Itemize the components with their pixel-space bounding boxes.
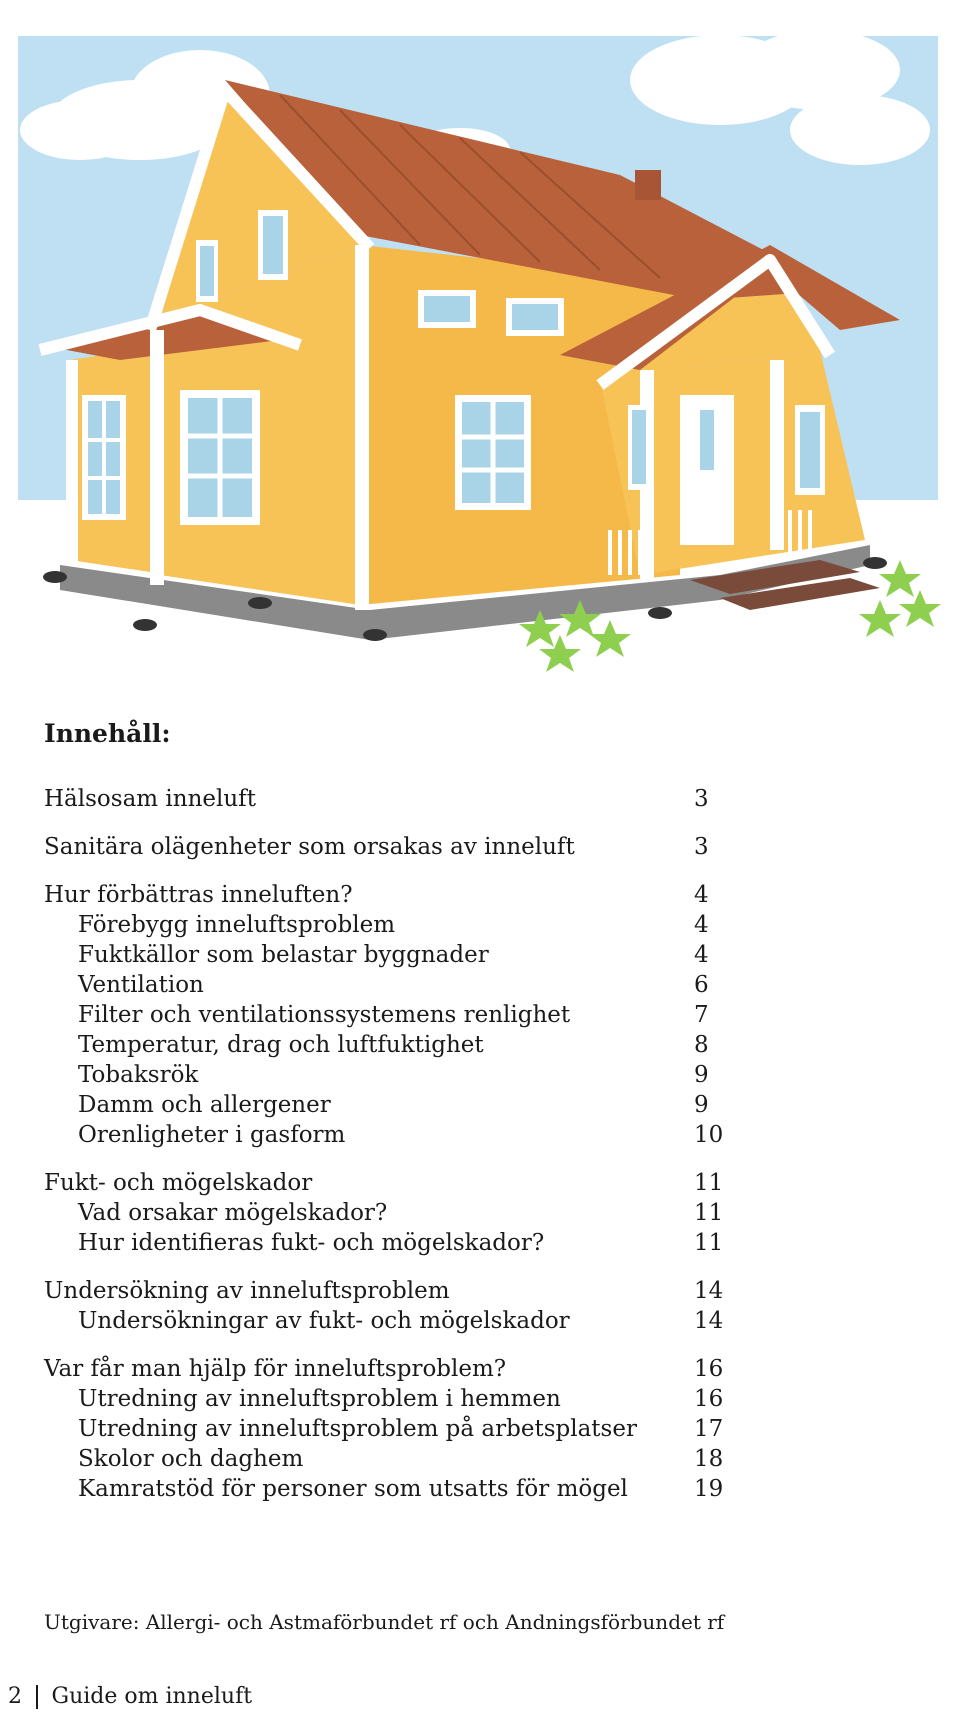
toc-entry-label: Utredning av inneluftsproblem på arbetsplatser xyxy=(78,1415,637,1442)
toc-entry-page: 14 xyxy=(694,1277,724,1304)
toc-entry-label: Filter och ventilationssystemens renlighet xyxy=(78,1001,571,1028)
toc-subentry[interactable] xyxy=(44,1414,744,1444)
toc-entry-label: Tobaksrök xyxy=(78,1061,199,1088)
toc-entry-label: Temperatur, drag och luftfuktighet xyxy=(78,1031,484,1058)
toc-entry-page: 7 xyxy=(694,1001,709,1028)
toc-entry-label: Utredning av inneluftsproblem i hemmen xyxy=(78,1385,561,1412)
toc-entry-label: Vad orsakar mögelskador? xyxy=(78,1199,388,1226)
toc-entry-page: 4 xyxy=(694,881,709,908)
toc-entry-page: 17 xyxy=(694,1415,724,1442)
toc-group xyxy=(44,1168,744,1258)
toc-entry-label: Ventilation xyxy=(78,971,204,998)
toc-subentry[interactable] xyxy=(44,1000,744,1030)
toc-subentry[interactable] xyxy=(44,940,744,970)
toc-entry-page: 16 xyxy=(694,1385,724,1412)
toc-entry-label: Hur identifieras fukt- och mögelskador? xyxy=(78,1229,545,1256)
toc-entry-label: Hur förbättras inneluften? xyxy=(44,881,353,908)
toc-entry[interactable] xyxy=(44,784,744,814)
toc-entry-page: 4 xyxy=(694,941,709,968)
toc-subentry[interactable] xyxy=(44,1090,744,1120)
toc-entry-page: 18 xyxy=(694,1445,724,1472)
footer-separator xyxy=(36,1685,38,1709)
toc-entry-label: Var får man hjälp för inneluftsproblem? xyxy=(44,1355,507,1382)
toc-subentry[interactable] xyxy=(44,1306,744,1336)
toc-group xyxy=(44,1276,744,1336)
toc-entry-page: 4 xyxy=(694,911,709,938)
toc-entry-label: Undersökningar av fukt- och mögelskador xyxy=(78,1307,570,1334)
toc-subentry[interactable] xyxy=(44,1060,744,1090)
toc-entry-label: Fuktkällor som belastar byggnader xyxy=(78,941,489,968)
toc-entry-page: 9 xyxy=(694,1061,709,1088)
toc-entry-label: Undersökning av inneluftsproblem xyxy=(44,1277,450,1304)
toc-subentry[interactable] xyxy=(44,910,744,940)
toc-groups xyxy=(44,784,744,1504)
toc-entry-label: Sanitära olägenheter som orsakas av inneluft xyxy=(44,833,575,860)
toc-group xyxy=(44,784,744,814)
toc-entry[interactable] xyxy=(44,832,744,862)
toc-entry[interactable] xyxy=(44,1276,744,1306)
toc-entry-label: Damm och allergener xyxy=(78,1091,331,1118)
toc-heading: Innehåll: xyxy=(44,719,171,748)
toc-group xyxy=(44,880,744,1150)
toc-subentry[interactable] xyxy=(44,1030,744,1060)
toc-subentry[interactable] xyxy=(44,1384,744,1414)
toc-entry-page: 11 xyxy=(694,1199,724,1226)
page-footer xyxy=(8,1684,252,1709)
table-of-contents xyxy=(44,720,744,1522)
toc-entry-page: 16 xyxy=(694,1355,724,1382)
chimney xyxy=(635,170,661,200)
toc-entry-page: 3 xyxy=(694,785,709,812)
toc-entry-label: Hälsosam inneluft xyxy=(44,785,256,812)
toc-entry-label: Fukt- och mögelskador xyxy=(44,1169,313,1196)
toc-entry-label: Orenligheter i gasform xyxy=(78,1121,346,1148)
toc-entry[interactable] xyxy=(44,880,744,910)
toc-entry-page: 3 xyxy=(694,833,709,860)
toc-entry[interactable] xyxy=(44,1354,744,1384)
house-illustration xyxy=(0,0,960,760)
toc-entry-page: 8 xyxy=(694,1031,709,1058)
toc-subentry[interactable] xyxy=(44,1228,744,1258)
footer-title: Guide om inneluft xyxy=(51,1684,253,1709)
toc-subentry[interactable] xyxy=(44,1198,744,1228)
toc-entry-label: Förebygg inneluftsproblem xyxy=(78,911,396,938)
toc-entry-page: 6 xyxy=(694,971,709,998)
toc-group xyxy=(44,832,744,862)
toc-group xyxy=(44,1354,744,1504)
page-number: 2 xyxy=(8,1684,22,1709)
toc-entry-page: 10 xyxy=(694,1121,724,1148)
toc-subentry[interactable] xyxy=(44,1444,744,1474)
toc-entry[interactable] xyxy=(44,1168,744,1198)
toc-subentry[interactable] xyxy=(44,970,744,1000)
toc-entry-label: Skolor och daghem xyxy=(78,1445,304,1472)
toc-entry-page: 9 xyxy=(694,1091,709,1118)
toc-subentry[interactable] xyxy=(44,1474,744,1504)
publisher-line: Utgivare: Allergi- och Astmaförbundet rf och Andningsförbundet rf xyxy=(44,1610,725,1634)
toc-entry-page: 11 xyxy=(694,1229,724,1256)
toc-entry-label: Kamratstöd för personer som utsatts för mögel xyxy=(78,1475,628,1502)
toc-entry-page: 11 xyxy=(694,1169,724,1196)
toc-entry-page: 19 xyxy=(694,1475,724,1502)
toc-entry-page: 14 xyxy=(694,1307,724,1334)
toc-subentry[interactable] xyxy=(44,1120,744,1150)
